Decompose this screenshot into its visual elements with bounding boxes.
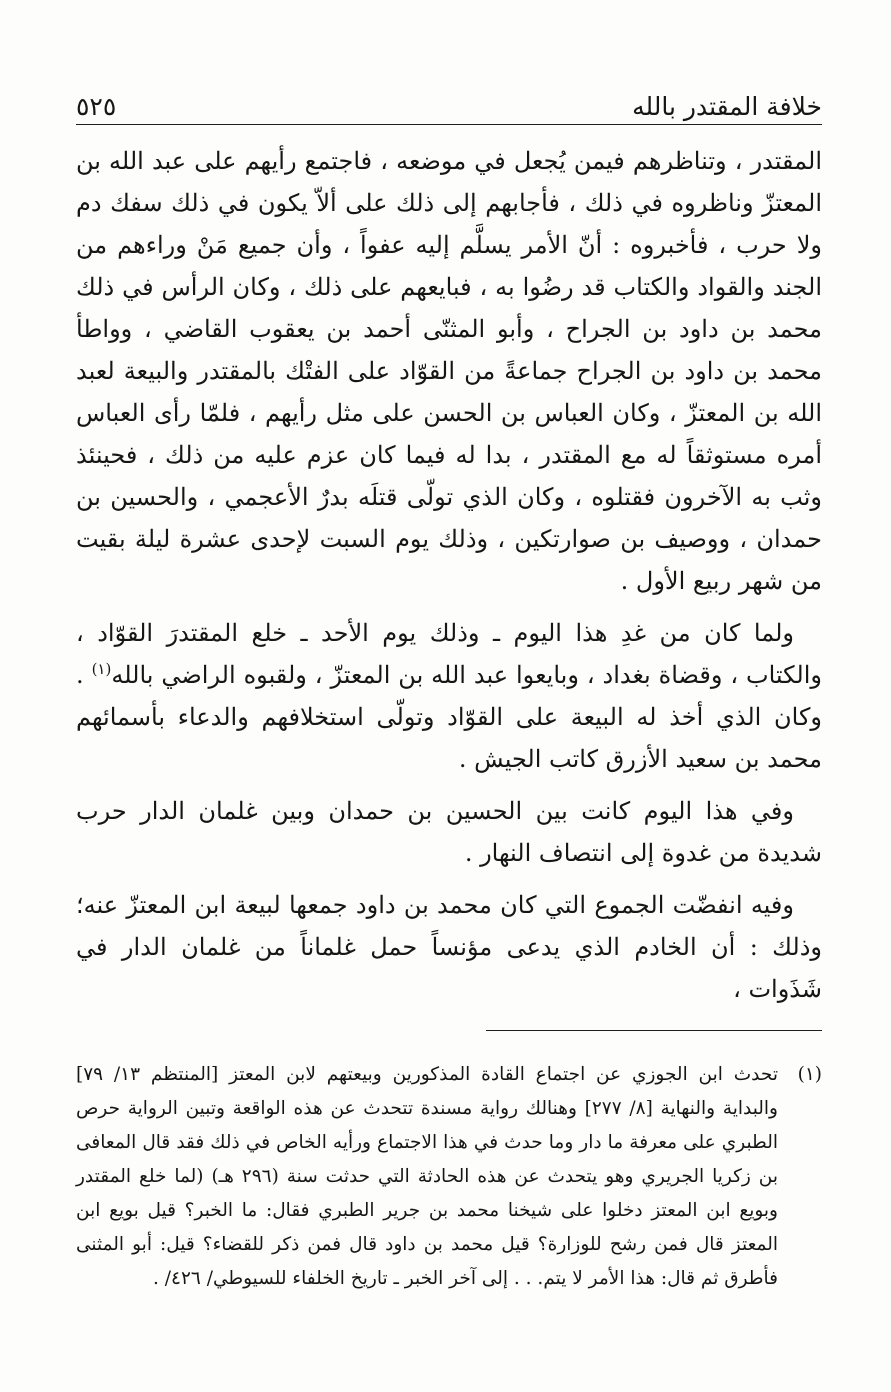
running-title: خلافة المقتدر بالله (632, 92, 822, 121)
footnote-text: تحدث ابن الجوزي عن اجتماع القادة المذكورين وبيعتهم لابن المعتز [المنتظم ١٣/ ٧٩] والبداية والنهاية [٨/ ٢٧٧] وهنالك رواية مسندة تتحدث عن هذه الواقعة وتبين الرواية حرص الطبري على معرفة ما دار وما حدث في هذا الاجتماع ورأيه الخاص في ذلك فقد قال المعافى بن زكريا الجريري وهو يتحدث عن هذه الحادثة التي حدثت سنة (٢٩٦ هـ) (لما خلع المقتدر وبويع ابن المعتز دخلوا على شيخنا محمد بن جرير الطبري فقال: ما الخبر؟ قيل بويع ابن المعتز قال فمن رشح للوزارة؟ قيل محمد بن داود قال فمن ذكر للقضاء؟ قيل: أبو المثنى فأطرق ثم قال: هذا الأمر لا يتم. . . إلى آخر الخبر ـ تاريخ الخلفاء للسيوطي/ ٤٢٦/ . (76, 1064, 778, 1289)
header-rule (76, 124, 822, 125)
footnote-number: (١) (797, 1064, 822, 1085)
page-number: ٥٢٥ (76, 92, 117, 121)
paragraph-2-end: . وكان الذي أخذ له البيعة على القوّاد وتولّى استخلافهم والدعاء بأسمائهم محمد بن سعيد الأزرق كاتب الجيش . (76, 661, 822, 773)
footnotes (76, 1058, 822, 1296)
page-header (76, 82, 822, 124)
paragraph-1: المقتدر ، وتناظرهم فيمن يُجعل في موضعه ، فاجتمع رأيهم على عبد الله بن المعتزّ وناظروه في ذلك ، فأجابهم إلى ذلك على ألاّ يكون في ذلك سفك دم ولا حرب ، فأخبروه : أنّ الأمر يسلَّم إليه عفواً ، وأن جميع مَنْ وراءهم من الجند والقواد والكتاب قد رضُوا به ، فبايعهم على ذلك ، وكان الرأس في ذلك محمد بن داود بن الجراح ، وأبو المثنّى أحمد بن يعقوب القاضي ، وواطأ محمد بن داود بن الجراح جماعةً من القوّاد على الفتْك بالمقتدر والبيعة لعبد الله بن المعتزّ ، وكان العباس بن الحسن على مثل رأيهم ، فلمّا رأى العباس أمره مستوثقاً له مع المقتدر ، بدا له فيما كان عزم عليه من ذلك ، فحينئذ وثب به الآخرون فقتلوه ، وكان الذي تولّى قتلَه بدرٌ الأعجمي ، والحسين بن حمدان ، ووصيف بن صوارتكين ، وذلك يوم السبت لإحدى عشرة ليلة بقيت من شهر ربيع الأول . (76, 147, 822, 595)
paragraph-2 (76, 612, 822, 780)
main-text (76, 140, 822, 1010)
paragraph-2-text: ولما كان من غدِ هذا اليوم ـ وذلك يوم الأحد ـ خلع المقتدرَ القوّاد ، والكتاب ، وقضاة بغداد ، وبايعوا عبد الله بن المعتزّ ، ولقبوه الراضي بالله (76, 619, 822, 689)
paragraph-3: وفي هذا اليوم كانت بين الحسين بن حمدان وبين غلمان الدار حرب شديدة من غدوة إلى انتصاف النهار . (76, 797, 822, 867)
footnote-marker: (١) (91, 660, 112, 678)
footnote (76, 1058, 822, 1296)
paragraph-4: وفيه انفضّت الجموع التي كان محمد بن داود جمعها لبيعة ابن المعتزّ عنه؛ وذلك : أن الخادم الذي يدعى مؤنساً حمل غلماناً من غلمان الدار في شَذَوات ، (76, 891, 822, 1003)
footnote-rule (486, 1030, 822, 1031)
